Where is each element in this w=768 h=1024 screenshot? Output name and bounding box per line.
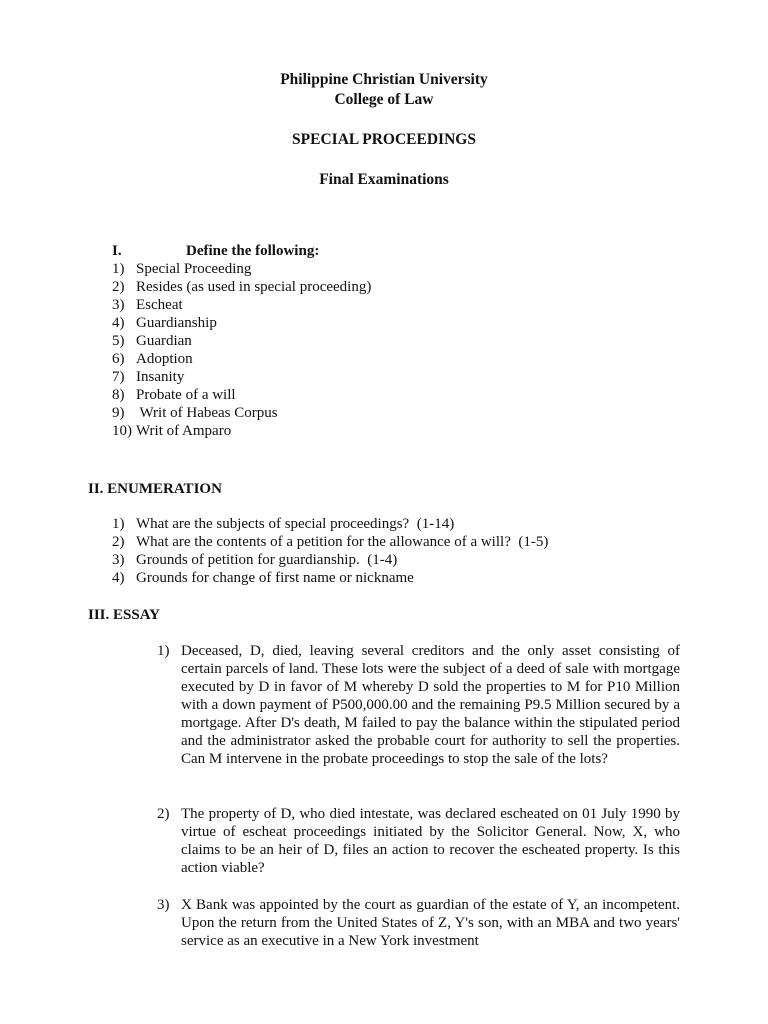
item-number: 2) xyxy=(112,279,125,295)
item-number: 5) xyxy=(112,333,125,349)
list-item xyxy=(112,422,672,440)
section-2-heading: II. ENUMERATION xyxy=(88,481,222,497)
item-number: 1) xyxy=(157,643,170,659)
exam-title: Final Examinations xyxy=(319,171,449,188)
item-number: 6) xyxy=(112,351,125,367)
item-text: Writ of Amparo xyxy=(136,423,232,439)
list-item xyxy=(112,533,672,551)
item-text: Escheat xyxy=(136,297,183,313)
item-text: Insanity xyxy=(136,369,185,385)
item-text: Grounds of petition for guardianship. (1-4) xyxy=(136,552,398,568)
item-number: 8) xyxy=(112,387,125,403)
list-item xyxy=(112,515,672,533)
item-number: 2) xyxy=(112,534,125,550)
list-item xyxy=(112,569,672,587)
item-number: 1) xyxy=(112,261,125,277)
item-text: Guardian xyxy=(136,333,192,349)
item-number: 9) xyxy=(112,405,125,421)
list-item xyxy=(112,314,672,332)
item-text: X Bank was appointed by the court as guardian of the estate of Y, an incompetent. Upon the return from the United States of Z, Y's son, with an MBA and two years' service as an executive in a New York investment xyxy=(181,897,680,949)
section-3-heading: III. ESSAY xyxy=(88,607,160,623)
item-text: Guardianship xyxy=(136,315,217,331)
item-text: Adoption xyxy=(136,351,193,367)
item-number: 10) xyxy=(112,423,132,439)
list-item xyxy=(112,368,672,386)
item-number: 2) xyxy=(157,806,170,822)
section-1-heading xyxy=(112,242,672,260)
list-item xyxy=(112,332,672,350)
item-number: 3) xyxy=(157,897,170,913)
item-text: The property of D, who died intestate, was declared escheated on 01 July 1990 by virtue of escheat proceedings initiated by the Solicitor General. Now, X, who claims to be an heir of D, files an action to recover the escheated property. Is this action viable? xyxy=(181,806,680,876)
item-text: Deceased, D, died, leaving several creditors and the only asset consisting of certain parcels of land. These lots were the subject of a deed of sale with mortgage executed by D in favor of M whereby D sold the properties to M for P10 Million with a down payment of P500,000.00 and the remaining P9.5 Million secured by a mortgage. After D's death, M failed to pay the balance within the stipulated period and the administrator asked the probable court for authority to sell the properties. Can M intervene in the probate proceedings to stop the sale of the lots? xyxy=(181,643,680,767)
essay-question xyxy=(157,642,680,768)
list-item xyxy=(112,350,672,368)
university-name: Philippine Christian University xyxy=(280,71,488,88)
list-item xyxy=(112,296,672,314)
section-title: Define the following: xyxy=(186,243,320,259)
college-name: College of Law xyxy=(334,91,434,108)
item-text: What are the subjects of special proceedings? (1-14) xyxy=(136,516,455,532)
list-item xyxy=(112,404,672,422)
item-number: 4) xyxy=(112,315,125,331)
item-text: Special Proceeding xyxy=(136,261,252,277)
section-number: I. xyxy=(112,243,122,259)
section-definitions xyxy=(112,242,672,440)
item-number: 1) xyxy=(112,516,125,532)
item-number: 3) xyxy=(112,297,125,313)
item-text: Probate of a will xyxy=(136,387,236,403)
document-header xyxy=(0,70,768,190)
section-enumeration xyxy=(112,515,672,587)
list-item xyxy=(112,551,672,569)
list-item xyxy=(112,278,672,296)
list-item xyxy=(112,260,672,278)
item-text: Grounds for change of first name or nickname xyxy=(136,570,414,586)
item-number: 3) xyxy=(112,552,125,568)
item-text: What are the contents of a petition for the allowance of a will? (1-5) xyxy=(136,534,549,550)
subject-title: SPECIAL PROCEEDINGS xyxy=(292,131,476,148)
item-text: Writ of Habeas Corpus xyxy=(136,405,278,421)
item-number: 7) xyxy=(112,369,125,385)
essay-question xyxy=(157,896,680,950)
list-item xyxy=(112,386,672,404)
essay-question xyxy=(157,805,680,877)
item-text: Resides (as used in special proceeding) xyxy=(136,279,372,295)
item-number: 4) xyxy=(112,570,125,586)
